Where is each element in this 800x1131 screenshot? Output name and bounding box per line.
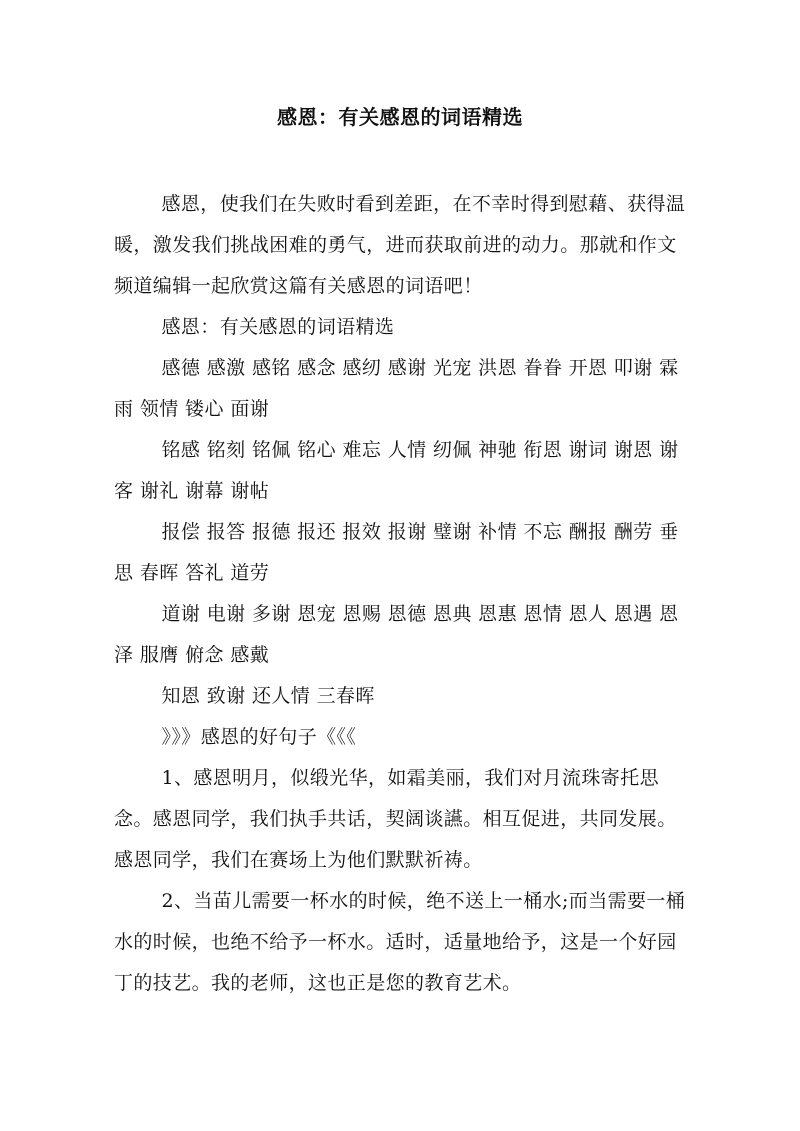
sentences-heading: 》》》感恩的好句子《《《 (161, 726, 357, 748)
sentence-paragraph: 2、当苗儿需要一杯水的时候，绝不送上一桶水;而当需要一桶水的时候，也绝不给予一杯水。适时，适量地给予，这是一个好园丁的技艺。我的老师，这也正是您的教育艺术。 (114, 890, 686, 994)
intro-paragraph: 感恩，使我们在失败时看到差距，在不幸时得到慰藉、获得温暖，激发我们挑战困难的勇气，进而获取前进的动力。那就和作文频道编辑一起欣赏这篇有关感恩的词语吧！ (114, 193, 686, 297)
word-list-paragraph: 报偿 报答 报德 报还 报效 报谢 璧谢 补情 不忘 酬报 酬劳 垂思 春晖 答礼 道劳 (114, 521, 679, 584)
word-list-paragraph: 铭感 铭刻 铭佩 铭心 难忘 人情 纫佩 神驰 衔恩 谢词 谢恩 谢客 谢礼 谢幕 谢帖 (114, 439, 679, 502)
document-body (114, 184, 686, 1004)
section-heading: 感恩：有关感恩的词语精选 (161, 316, 395, 338)
word-list-paragraph: 感德 感激 感铭 感念 感纫 感谢 光宠 洪恩 眷眷 开恩 叩谢 霖雨 领情 镂心 面谢 (114, 357, 679, 420)
word-list-paragraph: 知恩 致谢 还人情 三春晖 (161, 685, 375, 707)
document-title: 感恩：有关感恩的词语精选 (277, 105, 523, 129)
word-list-paragraph: 道谢 电谢 多谢 恩宠 恩赐 恩德 恩典 恩惠 恩情 恩人 恩遇 恩泽 服膺 俯念 感戴 (114, 603, 679, 666)
sentence-paragraph: 1、感恩明月，似缎光华，如霜美丽，我们对月流珠寄托思念。感恩同学，我们执手共话，契阔谈讌。相互促进，共同发展。感恩同学，我们在赛场上为他们默默祈祷。 (114, 767, 677, 871)
